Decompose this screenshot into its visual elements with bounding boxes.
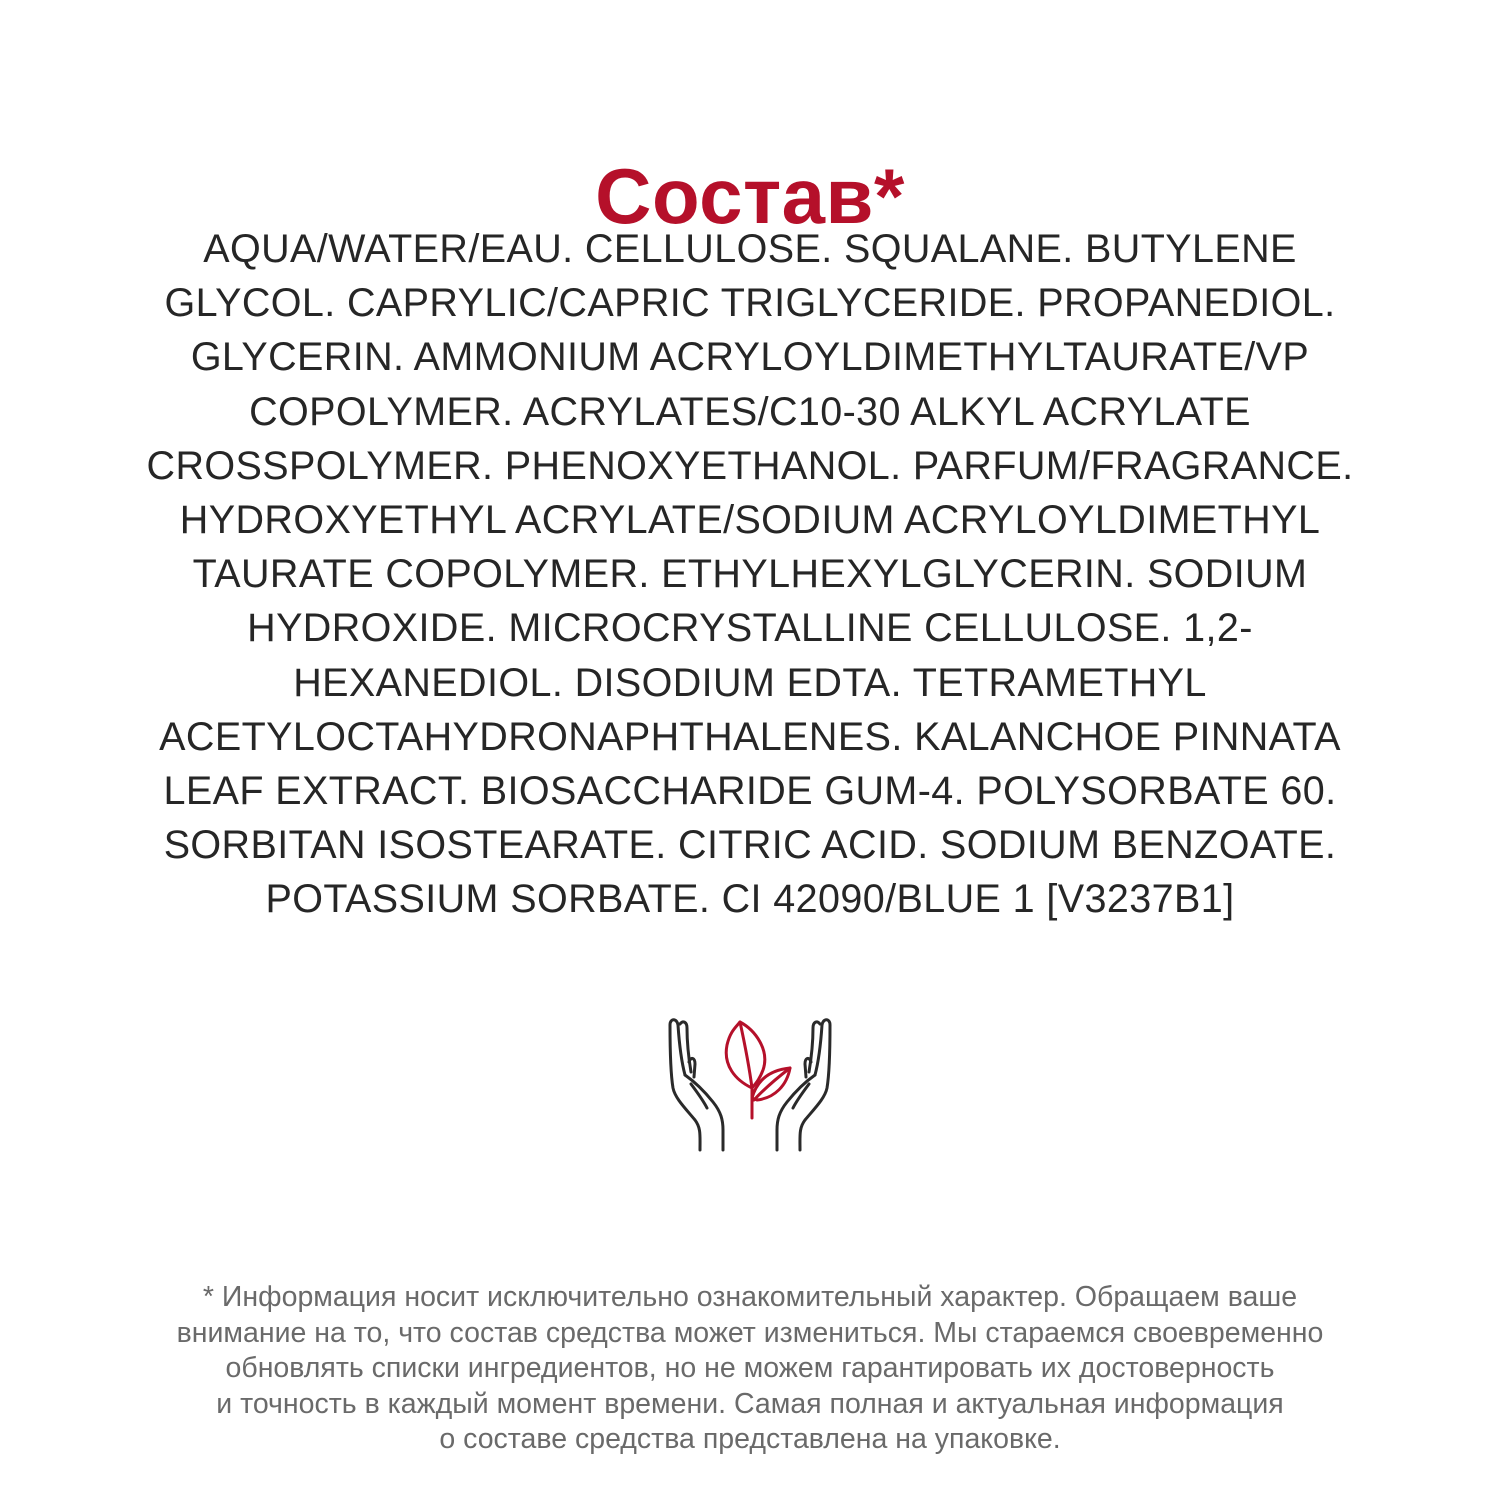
ingredients-line: CROSSPOLYMER. PHENOXYETHANOL. PARFUM/FRAGRANCE. [146,443,1354,488]
ingredients-line: AQUA/WATER/EAU. CELLULOSE. SQUALANE. BUTYLENE [203,227,1297,271]
page-title: Состав* [595,152,905,241]
ingredients-line: HEXANEDIOL. DISODIUM EDTA. TETRAMETHYL [293,660,1207,705]
ingredients-line: SORBITAN ISOSTEARATE. CITRIC ACID. SODIUM BENZOATE. [163,823,1337,868]
ingredients-list [40,222,1460,927]
disclaimer-text [30,1280,1470,1458]
ingredients-line: GLYCERIN. AMMONIUM ACRYLOYLDIMETHYLTAURATE/VP [190,335,1310,380]
disclaimer-line: * Информация носит исключительно ознакомительный характер. Обращаем ваше [202,1281,1298,1313]
disclaimer-line: обновлять списки ингредиентов, но не можем гарантировать их достоверность [225,1352,1275,1384]
disclaimer-line: о составе средства представлена на упаковке. [439,1423,1061,1455]
ingredients-line: POTASSIUM SORBATE. CI 42090/BLUE 1 [V3237B1] [265,877,1235,922]
ingredients-line: COPOLYMER. ACRYLATES/C10-30 ALKYL ACRYLATE [249,389,1251,434]
hands-holding-sprout-icon [665,1010,835,1155]
ingredients-line: LEAF EXTRACT. BIOSACCHARIDE GUM-4. POLYSORBATE 60. [163,769,1337,814]
ingredients-line: HYDROXYETHYL ACRYLATE/SODIUM ACRYLOYLDIMETHYL [179,498,1321,543]
ingredients-line: ACETYLOCTAHYDRONAPHTHALENES. KALANCHOE PINNATA [159,714,1341,759]
disclaimer-line: внимание на то, что состав средства может измениться. Мы стараемся своевременно [176,1316,1324,1349]
ingredients-line: TAURATE COPOLYMER. ETHYLHEXYLGLYCERIN. SODIUM [192,552,1308,597]
ingredients-line: HYDROXIDE. MICROCRYSTALLINE CELLULOSE. 1,2- [247,606,1253,651]
disclaimer-line: и точность в каждый момент времени. Самая полная и актуальная информация [216,1387,1284,1420]
ingredients-line: GLYCOL. CAPRYLIC/CAPRIC TRIGLYCERIDE. PROPANEDIOL. [164,281,1336,326]
